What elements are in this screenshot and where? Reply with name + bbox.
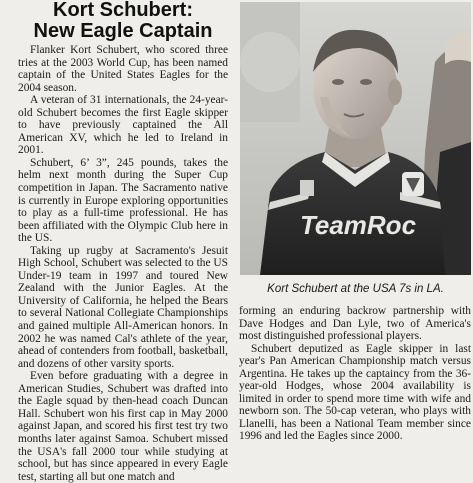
paragraph-intro: Flanker Kort Schubert, who scored three tries at the 2003 World Cup, has been named captain of the United States Eagles for the 2004 season. (18, 44, 228, 94)
article-right-column (239, 305, 471, 443)
player-photo (240, 2, 471, 275)
paragraph-eagles-career: Even before graduating with a degree in American Studies, Schubert was drafted into the Eagle squad by then-head coach Duncan Hall. Schubert won his first cap in May 2000 against Japan, and scored his first test try two months later against Samoa. Schubert missed the USA's fall 2000 tour while studying at school, but has since appeared in every Eagle test, starting all but one match and (18, 370, 228, 483)
headline-line-1: Kort Schubert: (53, 0, 193, 21)
paragraph-veteran: A veteran of 31 internationals, the 24-year-old Schubert becomes the first Eagle skipper to have previously captained the All American XV, which he led to Ireland in 2001. (18, 94, 228, 157)
paragraph-background: Taking up rugby at Sacramento's Jesuit High School, Schubert was selected to the US Under-19 team in 1997 and toured New Zealand with the Junior Eagles. At the University of California, he helped the Bears to several National Collegiate Championships and gained multiple All-American honors. In 2002 he was named Cal's athlete of the year, ahead of contenders from football, basketball, and dozens of other varsity sports. (18, 244, 228, 370)
paragraph-captaincy: Schubert deputized as Eagle skipper in last year's Pan American Championship match versus Argentina. He takes up the captaincy from the 36-year-old Hodges, whose 2004 availability is limited in order to spend more time with wife and newborn son. The 50-cap veteran, who plays with Llanelli, has been a National Team member since 1996 and led the Eagles since 2000. (239, 342, 471, 443)
article-left-column (18, 44, 228, 483)
headline-line-2: New Eagle Captain (33, 20, 213, 42)
photo-caption: Kort Schubert at the USA 7s in LA. (267, 283, 444, 295)
paragraph-continuation: forming an enduring backrow partnership with Dave Hodges and Dan Lyle, two of America's most distinguished professional players. (239, 305, 471, 343)
paragraph-stats: Schubert, 6’ 3”, 245 pounds, takes the helm next month during the Super Cup competition in Japan. The Sacramento native is currently in Europe exploring opportunities to play as a full-time professional. He has been affiliated with the Olympic Club here in the US. (18, 156, 228, 245)
jersey-sponsor-text: TeamRoc (299, 210, 417, 240)
article-headline (18, 0, 228, 42)
